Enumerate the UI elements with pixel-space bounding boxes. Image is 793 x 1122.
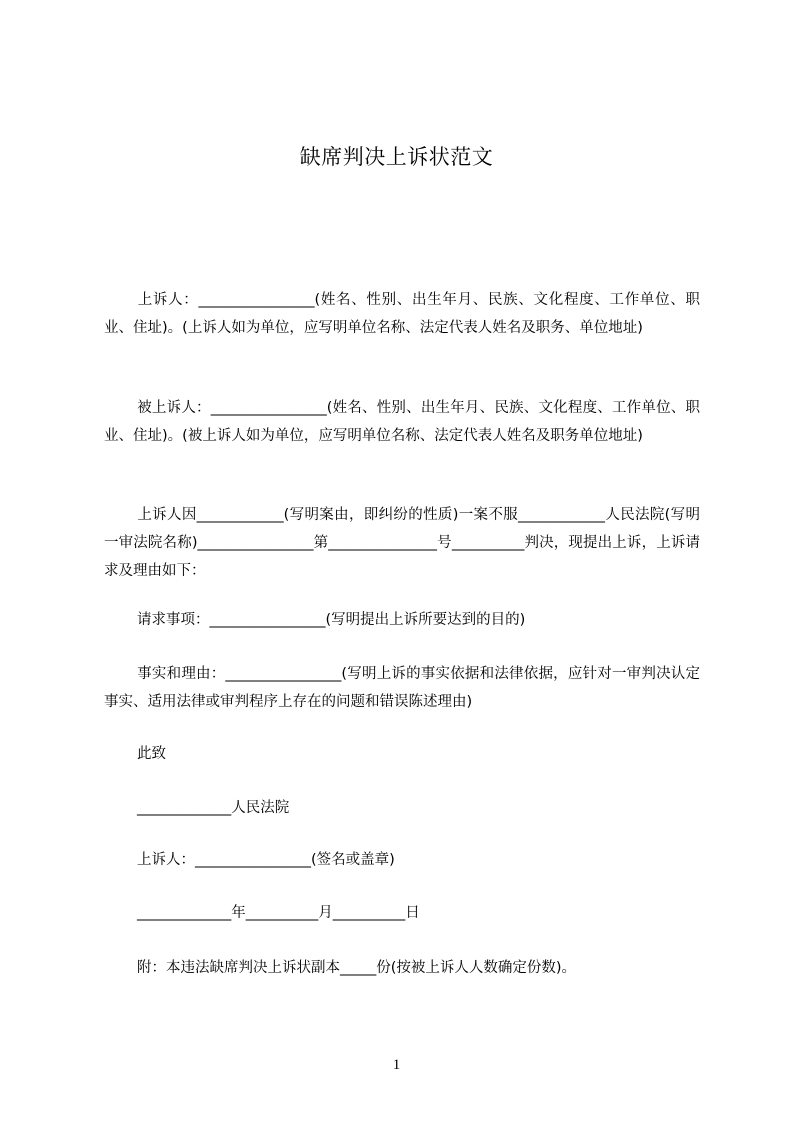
- reason-paragraph: [104, 501, 700, 585]
- facts-paragraph: [104, 660, 700, 716]
- appellant-paragraph: [104, 286, 700, 342]
- salutation: 此致: [137, 746, 166, 762]
- appellee-text: 被上诉人：________________(姓名、性别、出生年月、民族、文化程度、工作单位、职业、住址)。(被上诉人如为单位，应写明单位名称、法定代表人姓名及职务单位地址): [104, 400, 700, 444]
- attachment-line: 附：本违法缺席判决上诉状副本_____份(按被上诉人人数确定份数)。: [137, 960, 577, 976]
- reason-text: 上诉人因____________(写明案由，即纠纷的性质)一案不服____________人民法院(写明一审法院名称)________________第_______________号__________判决，现提出上诉，上诉请求及理由如下：: [104, 507, 700, 579]
- signature-line: 上诉人：________________(签名或盖章): [137, 852, 395, 868]
- appellee-paragraph: [104, 394, 700, 450]
- date-line: _____________年__________月__________日: [137, 905, 420, 921]
- court-line: _____________人民法院: [137, 800, 290, 816]
- page-title: 缺席判决上诉状范文: [299, 145, 494, 169]
- claims-line: 请求事项：________________(写明提出上诉所要达到的目的): [137, 612, 526, 628]
- page-number: 1: [392, 1057, 401, 1073]
- appellant-text: 上诉人：________________(姓名、性别、出生年月、民族、文化程度、工作单位、职业、住址)。(上诉人如为单位，应写明单位名称、法定代表人姓名及职务、单位地址): [104, 292, 700, 336]
- facts-text: 事实和理由：________________(写明上诉的事实依据和法律依据，应针对一审判决认定事实、适用法律或审判程序上存在的问题和错误陈述理由): [104, 666, 700, 710]
